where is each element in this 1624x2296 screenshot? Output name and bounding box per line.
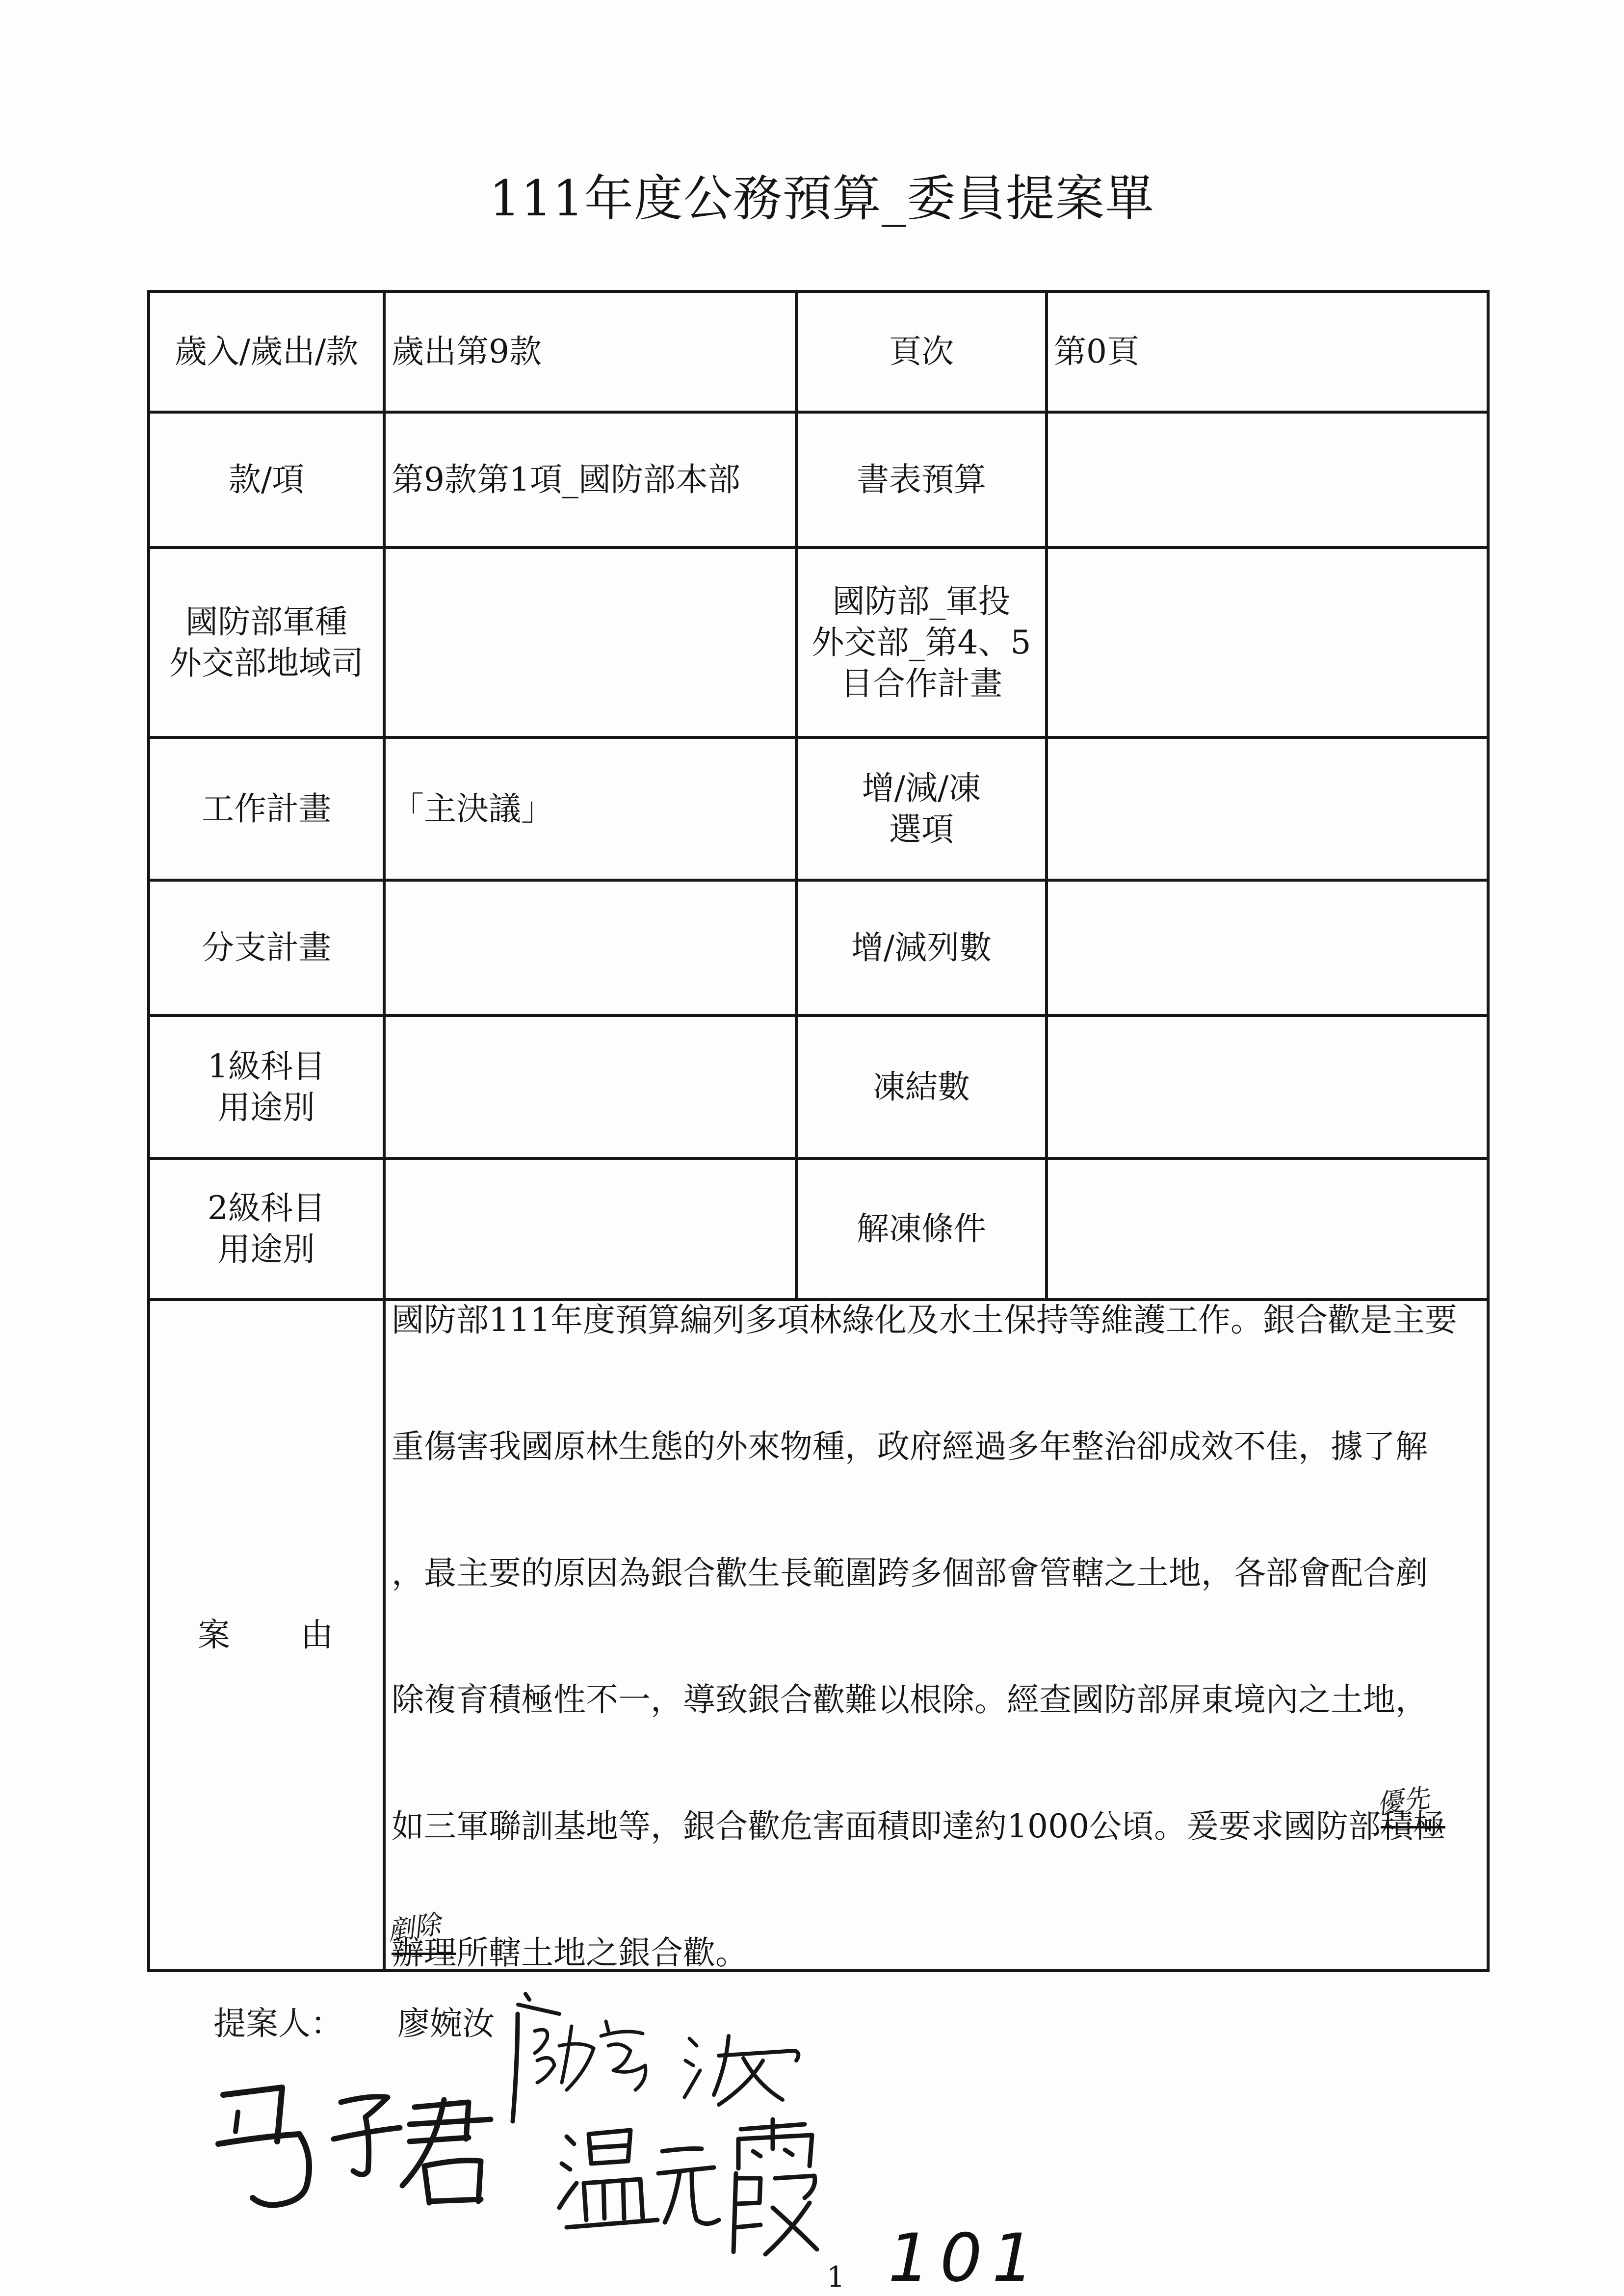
- value-budget-statement: [1048, 414, 1490, 549]
- signature-3: [550, 2110, 824, 2262]
- handwritten-edit: [1374, 1782, 1445, 1845]
- label-adjustment-amount: 增/減列數: [798, 882, 1048, 1017]
- value-section-item: 第9款第1項_國防部本部: [386, 414, 798, 549]
- page-number: 1: [827, 2260, 845, 2294]
- label-section-item: 款/項: [150, 414, 386, 549]
- value-revenue-expenditure-section: 歲出第9款: [386, 293, 798, 414]
- reason-line: ，最主要的原因為銀合歡生長範圍跨多個部會管轄之土地，各部會配合剷: [392, 1554, 1428, 1592]
- reason-line-text: 所轄土地之銀合歡。: [456, 1934, 748, 1972]
- handwritten-edit: [386, 1908, 456, 1972]
- reason-line: 重傷害我國原林生態的外來物種，政府經過多年整治卻成效不佳，據了解: [392, 1428, 1428, 1465]
- label-adjustment-option: 增/減/凍 選項: [798, 739, 1048, 882]
- reason-line-with-edit: [392, 1782, 1487, 1845]
- reason-line: 國防部111年度預算編列多項林綠化及水土保持等維護工作。銀合歡是主要: [392, 1301, 1457, 1339]
- label-branch-plan: 分支計畫: [150, 882, 386, 1017]
- value-military-branch-region: [386, 549, 798, 739]
- label-level-2-subject: 2級科目 用途別: [150, 1160, 386, 1301]
- signature-1: [508, 1992, 802, 2127]
- value-level-1-subject: [386, 1017, 798, 1160]
- handwritten-insertion: 優先: [1374, 1782, 1432, 1820]
- label-unfreeze-conditions: 解凍條件: [798, 1160, 1048, 1301]
- label-military-branch-region: 國防部軍種 外交部地域司: [150, 549, 386, 739]
- reason-text: [386, 1301, 1490, 1972]
- value-branch-plan: [386, 882, 798, 1017]
- signature-2: [213, 2073, 493, 2213]
- value-frozen-amount: [1048, 1017, 1490, 1160]
- reason-line: 除複育積極性不一，導致銀合歡難以根除。經查國防部屏東境內之土地，: [392, 1681, 1428, 1719]
- proposer-name: 廖婉汝: [397, 2005, 495, 2042]
- value-unfreeze-conditions: [1048, 1160, 1490, 1301]
- reason-line-text: 如三軍聯訓基地等，銀合歡危害面積即達約1000公頃。爰要求國防部: [392, 1807, 1381, 1845]
- label-frozen-amount: 凍結數: [798, 1017, 1048, 1160]
- proposer-label: 提案人：: [213, 2005, 343, 2042]
- struck-text: 辦理: [392, 1934, 456, 1972]
- label-work-plan: 工作計畫: [150, 739, 386, 882]
- reason-line-with-edit: [386, 1908, 1487, 1972]
- value-work-plan: 「主決議」: [386, 739, 798, 882]
- value-level-2-subject: [386, 1160, 798, 1301]
- page-title: 111年度公務預算_委員提案單: [489, 170, 1154, 227]
- value-adjustment-amount: [1048, 882, 1490, 1017]
- label-budget-statement: 書表預算: [798, 414, 1048, 549]
- value-adjustment-option: [1048, 739, 1490, 882]
- label-revenue-expenditure-section: 歲入/歲出/款: [150, 293, 386, 414]
- label-page-number: 頁次: [798, 293, 1048, 414]
- handwritten-insertion: 剷除: [386, 1908, 443, 1947]
- value-military-investment-cooperation: [1048, 549, 1490, 739]
- reason-paragraph: [386, 1301, 1487, 1972]
- label-reason: 案 由: [150, 1301, 386, 1972]
- label-military-investment-cooperation: 國防部_軍投 外交部_第4、5 目合作計畫: [798, 549, 1048, 739]
- proposal-form-table: [147, 290, 1490, 1972]
- handwritten-number: 101: [888, 2219, 1044, 2296]
- struck-text: 積極: [1380, 1807, 1445, 1845]
- label-level-1-subject: 1級科目 用途別: [150, 1017, 386, 1160]
- value-page-number: 第0頁: [1048, 293, 1490, 414]
